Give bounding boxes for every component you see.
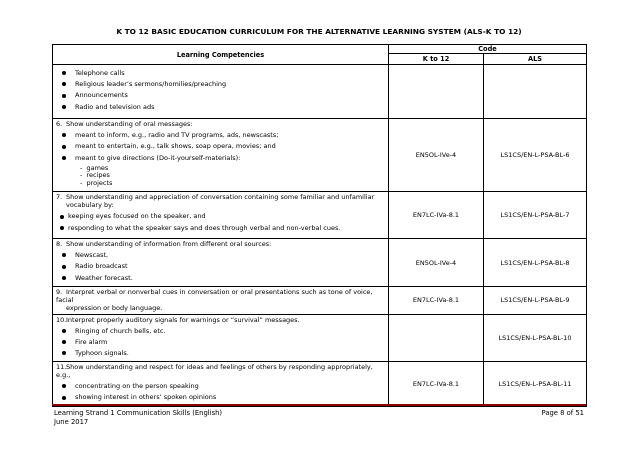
list-item: Religious leader’s sermons/homilies/preaching [56, 80, 385, 88]
competency-text: Interpret properly auditory signals for warnings or “survival” messages. [66, 315, 300, 324]
competency-table [52, 44, 587, 407]
competency-text: Show understanding and respect for ideas and feelings of others by responding appropriately, e.g., [56, 363, 373, 380]
bullet-icon [62, 351, 66, 355]
bullet-icon [60, 215, 64, 219]
list-item: showing interest in others’ spoken opinions [56, 393, 385, 401]
bullet-icon [62, 253, 66, 257]
footer-divider [52, 404, 586, 406]
list-item: Typhoon signals. [56, 349, 385, 357]
als-code-cell: LS1CS/EN-L-PSA-BL-10 [484, 314, 587, 362]
list-item: Fire alarm [56, 338, 385, 346]
table-header-row [53, 45, 587, 54]
als-header: ALS [484, 54, 587, 65]
list-item: Weather forecast. [56, 274, 385, 282]
bullet-icon [62, 156, 66, 160]
competency-text-cont: vocabulary by: [66, 201, 114, 210]
als-code-cell: LS1CS/EN-L-PSA-BL-6 [484, 119, 587, 192]
bullet-icon [62, 94, 66, 98]
bullet-icon [62, 329, 66, 333]
list-item: Radio and television ads [56, 103, 385, 111]
sub-list-item: - projects [80, 178, 113, 187]
bullet-icon [62, 396, 66, 400]
bullet-icon [62, 133, 66, 137]
bullet-icon [60, 226, 64, 230]
competency-cell [53, 239, 389, 287]
list-item: Newscast, [56, 251, 385, 259]
table-row [53, 314, 587, 362]
competency-text: Show understanding and appreciation of conversation containing some familiar and unfamiliar [66, 193, 375, 202]
als-code-cell: LS1CS/EN-L-PSA-BL-9 [484, 287, 587, 314]
k12-header: K to 12 [389, 54, 484, 65]
competency-text-cont: expression or body language. [66, 304, 163, 313]
competency-text: Show understanding of information from different oral sources: [66, 240, 272, 249]
table-row [53, 119, 587, 192]
table-row [53, 287, 587, 314]
list-item: Announcements [56, 91, 385, 99]
item-number: 8. [56, 240, 63, 249]
competency-cell [53, 192, 389, 239]
bullet-icon [62, 145, 66, 149]
list-item: meant to inform, e.g., radio and TV programs, ads, newscasts; [56, 131, 385, 139]
table-row [53, 239, 587, 287]
k12-code-cell [389, 65, 484, 119]
list-item: keeping eyes focused on the speaker, and [56, 212, 385, 220]
footer-strand: Learning Strand 1 Communication Skills (English) [54, 409, 223, 417]
bullet-icon [62, 82, 66, 86]
code-header: Code [389, 45, 587, 54]
list-item: Ringing of church bells, etc. [56, 327, 385, 335]
sub-list-item: - games [80, 163, 109, 172]
item-number: 7. [56, 193, 63, 202]
als-code-cell [484, 65, 587, 119]
item-number: 6. [56, 120, 63, 129]
bullet-icon [62, 384, 66, 388]
table-row [53, 65, 587, 119]
als-code-cell: LS1CS/EN-L-PSA-BL-8 [484, 239, 587, 287]
list-item: Telephone calls [56, 69, 385, 77]
als-code-cell: LS1CS/EN-L-PSA-BL-7 [484, 192, 587, 239]
bullet-icon [62, 105, 66, 109]
sub-list-item: - recipes [80, 171, 110, 180]
bullet-icon [62, 276, 66, 280]
list-item: meant to give directions (Do-it-yourself-materials): [56, 154, 385, 162]
bullet-icon [62, 340, 66, 344]
competency-text: Interpret verbal or nonverbal cues in conversation or oral presentations such as tone of voice, facial [56, 288, 373, 305]
list-item: meant to entertain, e.g., talk shows, soap opera, movies; and [56, 142, 385, 150]
als-code-cell: LS1CS/EN-L-PSA-BL-11 [484, 362, 587, 407]
competency-cell [53, 65, 389, 119]
list-item: concentrating on the person speaking [56, 382, 385, 390]
list-item: responding to what the speaker says and does through verbal and non-verbal cues. [56, 224, 385, 232]
competency-cell [53, 287, 389, 314]
table-row [53, 362, 587, 407]
item-number: 10. [56, 315, 67, 324]
item-number: 9. [56, 288, 63, 297]
competency-cell [53, 119, 389, 192]
page-title: K TO 12 BASIC EDUCATION CURRICULUM FOR THE ALTERNATIVE LEARNING SYSTEM (ALS-K TO 12) [116, 27, 522, 36]
k12-code-cell: EN5OL-IVe-4 [389, 119, 484, 192]
k12-code-cell: EN5OL-IVe-4 [389, 239, 484, 287]
page-number: Page 8 of 51 [541, 409, 584, 417]
k12-code-cell [389, 314, 484, 362]
bullet-icon [62, 71, 66, 75]
learning-competencies-header: Learning Competencies [53, 45, 389, 65]
list-item: Radio broadcast [56, 262, 385, 270]
k12-code-cell: EN7LC-IVa-8.1 [389, 287, 484, 314]
competency-cell [53, 362, 389, 407]
table-row [53, 192, 587, 239]
competency-cell [53, 314, 389, 362]
footer-date: June 2017 [54, 418, 89, 426]
bullet-icon [62, 265, 66, 269]
item-number: 11. [56, 363, 67, 372]
k12-code-cell: EN7LC-IVa-8.1 [389, 192, 484, 239]
k12-code-cell: EN7LC-IVa-8.1 [389, 362, 484, 407]
competency-text: Show understanding of oral messages: [66, 120, 193, 129]
